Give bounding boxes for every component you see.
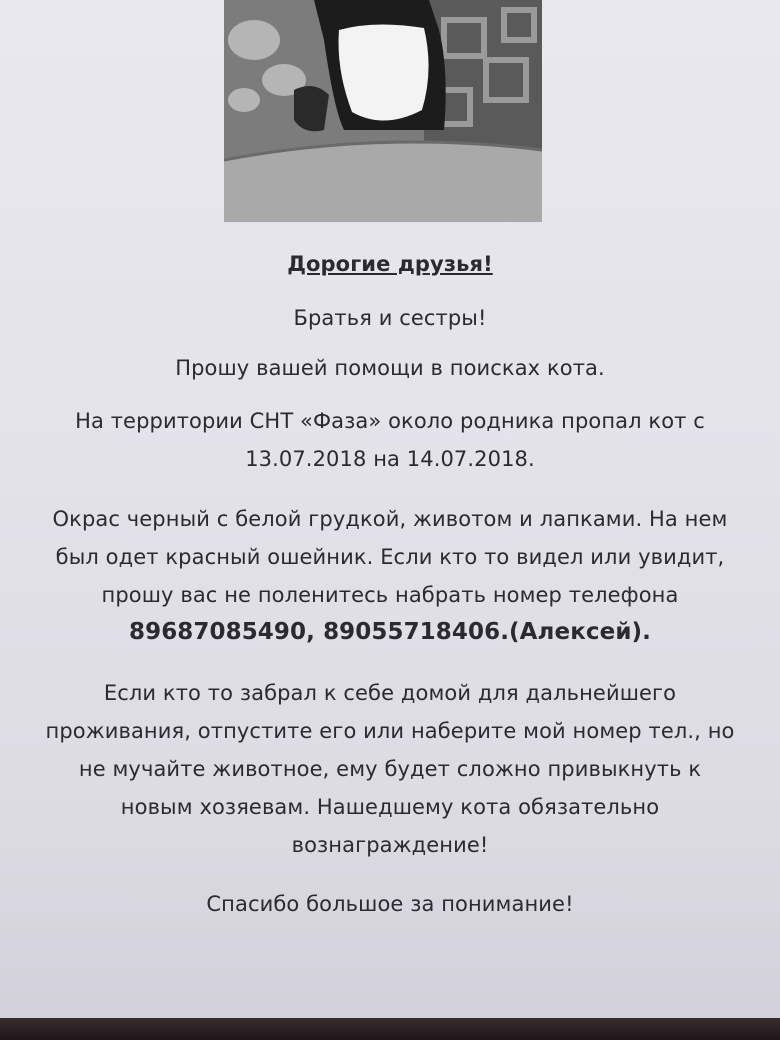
poster-heading: Дорогие друзья! xyxy=(287,252,493,276)
plea-line: проживания, отпустите его или наберите мой номер тел., но xyxy=(45,719,735,743)
phone-numbers: 89687085490, 89055718406.(Алексей). xyxy=(128,619,652,645)
plea-paragraph xyxy=(30,674,750,864)
surface-below-sheet xyxy=(0,1018,780,1040)
description-line: Окрас черный с белой грудкой, животом и лапками. На нем xyxy=(52,507,728,531)
location-line: На территории СНТ «Фаза» около родника пропал кот с xyxy=(75,409,705,433)
plea-line: новым хозяевам. Нашедшему кота обязательно xyxy=(120,795,660,819)
thanks-text: Спасибо большое за понимание! xyxy=(206,892,574,916)
greeting-text: Братья и сестры! xyxy=(293,306,487,330)
location-paragraph xyxy=(30,402,750,478)
plea-line: вознаграждение! xyxy=(291,833,489,857)
plea-line: не мучайте животное, ему будет сложно привыкнуть к xyxy=(78,757,702,781)
description-line: прошу вас не поленитесь набрать номер телефона xyxy=(101,583,679,607)
description-paragraph xyxy=(30,500,750,614)
plea-line: Если кто то забрал к себе домой для дальнейшего xyxy=(103,681,677,705)
request-text: Прошу вашей помощи в поисках кота. xyxy=(175,356,605,380)
location-line: 13.07.2018 на 14.07.2018. xyxy=(245,447,535,471)
description-line: был одет красный ошейник. Если кто то видел или увидит, xyxy=(55,545,725,569)
cat-photo xyxy=(224,0,542,222)
